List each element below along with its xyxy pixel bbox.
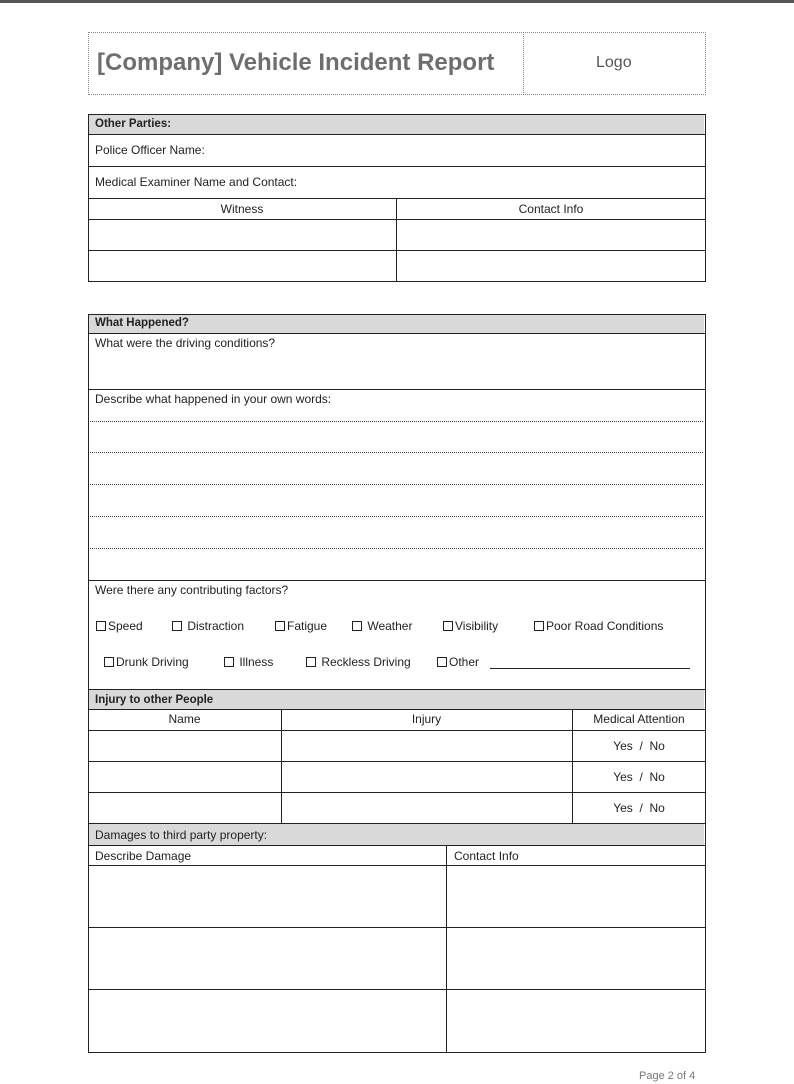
checkbox-icon (96, 621, 106, 631)
checkbox-icon (534, 621, 544, 631)
checkbox-icon (275, 621, 285, 631)
checkbox-icon (104, 657, 114, 667)
checkbox-illness[interactable]: Illness (224, 655, 273, 669)
injury-heading: Injury to other People (95, 694, 214, 706)
other-input-line[interactable] (490, 668, 690, 669)
what-happened-heading: What Happened? (95, 317, 189, 329)
checkbox-poor-road-conditions[interactable]: Poor Road Conditions (534, 619, 663, 633)
checkbox-reckless-driving[interactable]: Reckless Driving (306, 655, 411, 669)
medical-attention-header: Medical Attention (593, 712, 685, 726)
contact-info-header: Contact Info (518, 202, 584, 216)
medical-examiner-field[interactable]: Medical Examiner Name and Contact: (95, 175, 298, 189)
what-happened-table (88, 314, 706, 1053)
describe-damage-header: Describe Damage (95, 849, 192, 863)
page-title: [Company] Vehicle Incident Report (97, 49, 495, 76)
damages-heading: Damages to third party property: (95, 828, 268, 842)
page-number: Page 2 of 4 (639, 1070, 696, 1082)
checkbox-fatigue[interactable]: Fatigue (275, 619, 327, 633)
injury-header: Injury (411, 712, 442, 726)
top-border (0, 0, 794, 3)
yes-no-option[interactable]: Yes / No (613, 739, 665, 753)
yes-no-option[interactable]: Yes / No (613, 770, 665, 784)
checkbox-icon (352, 621, 362, 631)
checkbox-icon (224, 657, 234, 667)
name-header: Name (168, 712, 201, 726)
checkbox-icon (443, 621, 453, 631)
checkbox-weather[interactable]: Weather (352, 619, 412, 633)
checkbox-drunk-driving[interactable]: Drunk Driving (104, 655, 189, 669)
checkbox-visibility[interactable]: Visibility (443, 619, 498, 633)
damage-contact-header: Contact Info (454, 849, 519, 863)
checkbox-icon (172, 621, 182, 631)
checkbox-icon (437, 657, 447, 667)
checkbox-distraction[interactable]: Distraction (172, 619, 244, 633)
police-officer-field[interactable]: Police Officer Name: (95, 143, 205, 157)
logo-placeholder: Logo (596, 54, 632, 71)
witness-header: Witness (220, 202, 264, 216)
factors-label: Were there any contributing factors? (95, 583, 289, 597)
checkbox-speed[interactable]: Speed (96, 619, 143, 633)
other-parties-heading: Other Parties: (95, 118, 172, 130)
checkbox-icon (306, 657, 316, 667)
checkbox-other[interactable]: Other (437, 655, 479, 669)
driving-conditions-field[interactable]: What were the driving conditions? (95, 336, 276, 350)
describe-field[interactable]: Describe what happened in your own words: (95, 392, 332, 406)
yes-no-option[interactable]: Yes / No (613, 801, 665, 815)
